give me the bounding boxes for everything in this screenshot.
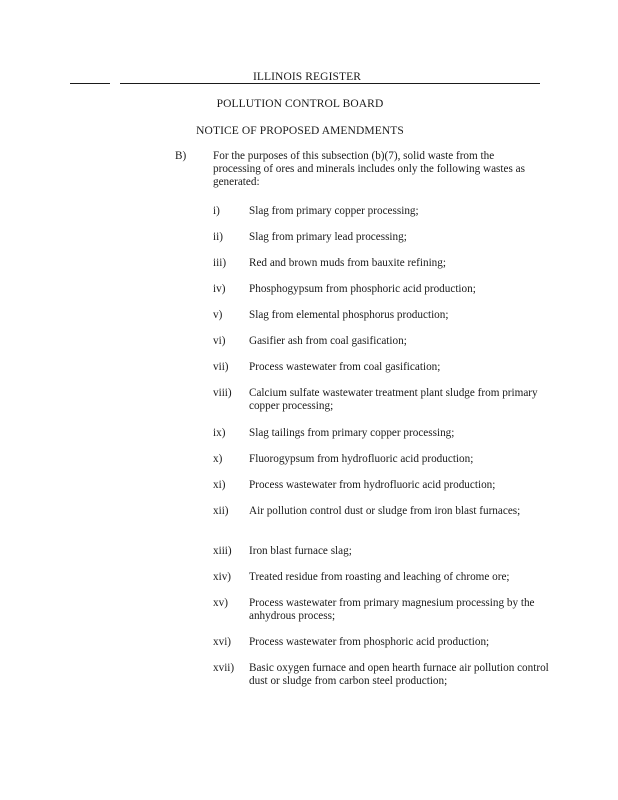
item-text: Phosphogypsum from phosphoric acid production; (249, 283, 476, 295)
item-number: xii) (213, 505, 229, 517)
item-text: Slag from primary lead processing; (249, 231, 407, 243)
item-number: iv) (213, 283, 226, 295)
item-number: xiv) (213, 571, 232, 583)
subsection-label: B) (175, 150, 187, 162)
item-number: vii) (213, 361, 229, 373)
item-text: Process wastewater from hydrofluoric acid production; (249, 479, 496, 491)
item-text: Fluorogypsum from hydrofluoric acid production; (249, 453, 474, 465)
register-title: ILLINOIS REGISTER (252, 71, 362, 83)
item-text: Process wastewater from coal gasification; (249, 361, 441, 373)
item-number: xvii) (213, 662, 235, 674)
item-number: vi) (213, 335, 226, 347)
item-number: iii) (213, 257, 227, 269)
item-text: Process wastewater from phosphoric acid production; (249, 636, 490, 648)
board-title: POLLUTION CONTROL BOARD (216, 98, 384, 110)
item-text: Red and brown muds from bauxite refining; (249, 257, 446, 269)
item-text: Air pollution control dust or sludge from iron blast furnaces; (249, 505, 521, 517)
item-text: Slag from elemental phosphorus production; (249, 309, 449, 321)
item-number: v) (213, 309, 223, 321)
item-text: Calcium sulfate wastewater treatment plant sludge from primary copper processing; (249, 387, 538, 413)
item-number: xv) (213, 597, 228, 609)
item-text: Basic oxygen furnace and open hearth furnace air pollution control dust or sludge from carbon steel production; (249, 662, 549, 688)
item-number: xiii) (213, 545, 232, 557)
item-number: xvi) (213, 636, 232, 648)
item-text: Iron blast furnace slag; (249, 545, 352, 557)
item-number: xi) (213, 479, 226, 491)
subsection-text: For the purposes of this subsection (b)(7), solid waste from the processing of ores and minerals includes only the following wastes as generated: (213, 150, 525, 189)
item-text: Treated residue from roasting and leaching of chrome ore; (249, 571, 510, 583)
item-number: i) (213, 205, 220, 217)
notice-title: NOTICE OF PROPOSED AMENDMENTS (196, 125, 404, 137)
item-number: ix) (213, 427, 226, 439)
item-text: Process wastewater from primary magnesium processing by the anhydrous process; (249, 597, 535, 623)
item-text: Gasifier ash from coal gasification; (249, 335, 407, 347)
item-number: ii) (213, 231, 223, 243)
item-number: x) (213, 453, 223, 465)
item-number: viii) (213, 387, 232, 399)
item-text: Slag tailings from primary copper processing; (249, 427, 455, 439)
item-text: Slag from primary copper processing; (249, 205, 419, 217)
